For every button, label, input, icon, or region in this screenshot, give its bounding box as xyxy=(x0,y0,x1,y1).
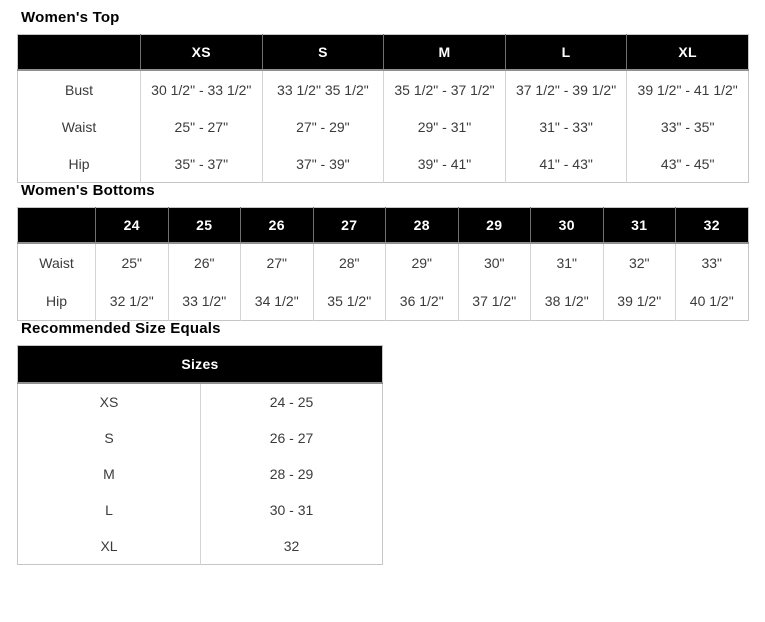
header-cell-xs: XS xyxy=(141,35,263,71)
table-header-row xyxy=(18,346,383,384)
size-cell: 30" xyxy=(458,243,531,282)
header-cell-m: M xyxy=(384,35,506,71)
header-cell-blank xyxy=(18,208,96,244)
size-cell: 31" - 33" xyxy=(505,108,627,145)
header-cell-28: 28 xyxy=(386,208,459,244)
size-cell: 29" - 31" xyxy=(384,108,506,145)
table-row-l xyxy=(18,492,383,528)
row-label-cell: Waist xyxy=(61,118,97,135)
table-row-bust xyxy=(18,70,749,108)
size-cell: 33" - 35" xyxy=(627,108,749,145)
size-cell: 24 - 25 xyxy=(201,383,383,420)
table-row-s xyxy=(18,420,383,456)
row-label-cell: Bust xyxy=(64,81,93,98)
size-cell: 43" - 45" xyxy=(627,145,749,183)
size-cell: 27" xyxy=(241,243,314,282)
table-header-row xyxy=(18,35,749,71)
womens-bottoms-section xyxy=(17,183,749,321)
row-label-cell: Hip xyxy=(68,155,90,172)
size-cell: 39 1/2" - 41 1/2" xyxy=(627,70,749,108)
table-row-waist xyxy=(18,108,749,145)
womens-bottoms-table xyxy=(17,207,749,321)
header-cell-s: S xyxy=(262,35,384,71)
size-cell: 33 1/2" xyxy=(168,282,241,321)
size-cell: 40 1/2" xyxy=(676,282,749,321)
row-label-cell: S xyxy=(104,430,114,446)
size-cell: 35" - 37" xyxy=(141,145,263,183)
size-cell: 41" - 43" xyxy=(505,145,627,183)
size-cell: 25" xyxy=(96,243,169,282)
header-cell-27: 27 xyxy=(313,208,386,244)
size-cell: 37 1/2" - 39 1/2" xyxy=(505,70,627,108)
header-cell-sizes: Sizes xyxy=(18,346,383,384)
table-row-m xyxy=(18,456,383,492)
header-cell-29: 29 xyxy=(458,208,531,244)
size-cell: 32" xyxy=(603,243,676,282)
row-label-cell: Waist xyxy=(39,255,74,271)
header-cell-30: 30 xyxy=(531,208,604,244)
size-cell: 39 1/2" xyxy=(603,282,676,321)
header-cell-xl: XL xyxy=(627,35,749,71)
table-row-hip xyxy=(18,282,749,321)
size-cell: 25" - 27" xyxy=(141,108,263,145)
table-row-waist xyxy=(18,243,749,282)
header-cell-26: 26 xyxy=(241,208,314,244)
header-cell-32: 32 xyxy=(676,208,749,244)
recommended-size-table xyxy=(17,345,383,565)
size-cell: 37 1/2" xyxy=(458,282,531,321)
womens-top-table xyxy=(17,34,749,183)
row-label-cell: XL xyxy=(100,538,118,554)
size-cell: 31" xyxy=(531,243,604,282)
size-cell: 39" - 41" xyxy=(384,145,506,183)
size-cell: 28 - 29 xyxy=(201,456,383,492)
table-row-xs xyxy=(18,383,383,420)
size-cell: 36 1/2" xyxy=(386,282,459,321)
womens-top-title: Women's Top xyxy=(21,9,120,26)
size-cell: 35 1/2" xyxy=(313,282,386,321)
size-cell: 28" xyxy=(313,243,386,282)
table-row-xl xyxy=(18,528,383,565)
size-cell: 37" - 39" xyxy=(262,145,384,183)
size-cell: 34 1/2" xyxy=(241,282,314,321)
row-label-cell: XS xyxy=(99,394,119,410)
table-header-row xyxy=(18,208,749,244)
size-cell: 32 xyxy=(201,528,383,565)
size-cell: 38 1/2" xyxy=(531,282,604,321)
size-cell: 33" xyxy=(676,243,749,282)
header-cell-24: 24 xyxy=(96,208,169,244)
header-cell-l: L xyxy=(505,35,627,71)
row-label-cell: L xyxy=(105,502,113,518)
size-cell: 35 1/2" - 37 1/2" xyxy=(384,70,506,108)
size-cell: 33 1/2" 35 1/2" xyxy=(262,70,384,108)
womens-top-section xyxy=(17,10,749,183)
size-cell: 26" xyxy=(168,243,241,282)
row-label-cell: M xyxy=(103,466,115,482)
table-row-hip xyxy=(18,145,749,183)
size-cell: 29" xyxy=(386,243,459,282)
header-cell-blank xyxy=(18,35,141,71)
womens-bottoms-title: Women's Bottoms xyxy=(21,182,155,199)
size-cell: 27" - 29" xyxy=(262,108,384,145)
size-cell: 30 - 31 xyxy=(201,492,383,528)
row-label-cell: Hip xyxy=(45,293,67,309)
size-cell: 32 1/2" xyxy=(96,282,169,321)
recommended-size-title: Recommended Size Equals xyxy=(21,320,221,337)
size-cell: 30 1/2" - 33 1/2" xyxy=(141,70,263,108)
recommended-size-section xyxy=(17,321,749,565)
header-cell-31: 31 xyxy=(603,208,676,244)
header-cell-25: 25 xyxy=(168,208,241,244)
size-cell: 26 - 27 xyxy=(201,420,383,456)
